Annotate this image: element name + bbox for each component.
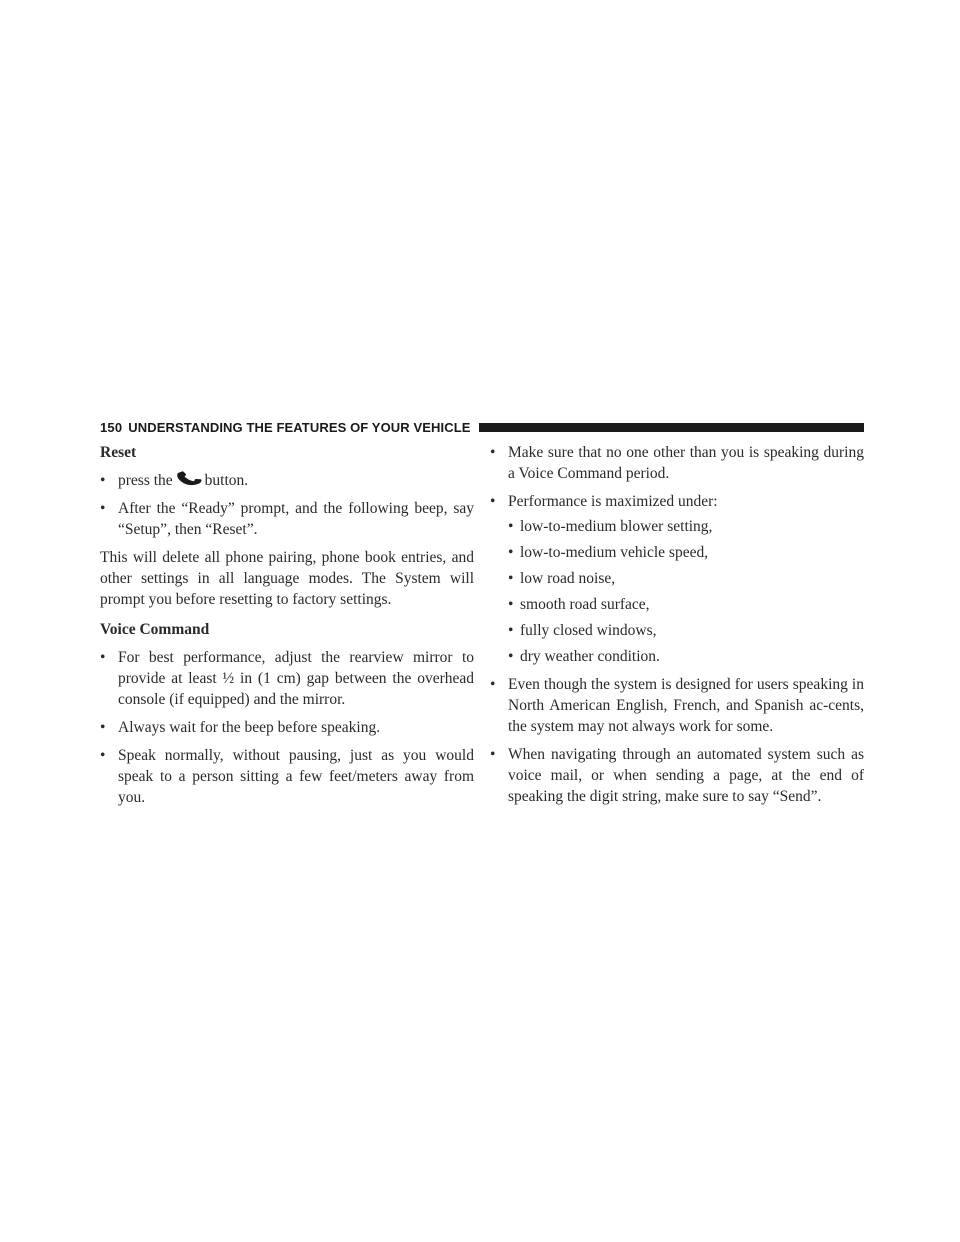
section-title: UNDERSTANDING THE FEATURES OF YOUR VEHICLE xyxy=(128,419,471,435)
bullet-dot: • xyxy=(490,676,496,693)
right-bullet-3-text: Even though the system is designed for users speaking in North American English, French, and Spanish ac-cents, the system may not always work for some. xyxy=(508,676,864,735)
voice-command-heading: Voice Command xyxy=(100,621,210,638)
bullet-dot: • xyxy=(490,444,496,461)
page-header xyxy=(100,418,864,436)
reset-bullet-1-after: button. xyxy=(204,472,249,489)
sub-bullet-text: low-to-medium vehicle speed, xyxy=(520,544,709,561)
voice-bullet-3-text: Speak normally, without pausing, just as you would speak to a person sitting a few feet/meters away from you. xyxy=(118,747,474,806)
sub-bullet-dot: • xyxy=(508,570,514,587)
sub-bullet xyxy=(490,620,864,641)
reset-bullet-2-text: After the “Ready” prompt, and the following beep, say “Setup”, then “Reset”. xyxy=(118,500,474,538)
sub-bullet-dot: • xyxy=(508,518,514,535)
reset-heading: Reset xyxy=(100,444,137,461)
reset-bullet-1 xyxy=(100,470,474,491)
sub-bullet-text: low road noise, xyxy=(520,570,616,587)
reset-bullet-1-before: press the xyxy=(118,472,173,489)
voice-bullet-1-text: For best performance, adjust the rearview mirror to provide at least ½ in (1 cm) gap between the overhead console (if equipped) and the mirror. xyxy=(118,649,474,708)
sub-bullet-text: fully closed windows, xyxy=(520,622,657,639)
right-bullet-4-text: When navigating through an automated system such as voice mail, or when sending a page, at the end of speaking the digit string, make sure to say “Send”. xyxy=(508,746,864,805)
left-column xyxy=(100,442,474,815)
voice-bullet-1 xyxy=(100,647,474,710)
sub-bullet xyxy=(490,568,864,589)
right-bullet-2-text: Performance is maximized under: xyxy=(508,493,718,510)
sub-bullet xyxy=(490,594,864,615)
bullet-dot: • xyxy=(100,500,106,517)
right-bullet-4 xyxy=(490,744,864,807)
sub-bullet-dot: • xyxy=(508,596,514,613)
bullet-dot: • xyxy=(490,746,496,763)
voice-bullet-3 xyxy=(100,745,474,808)
sub-bullet-text: smooth road surface, xyxy=(520,596,650,613)
bullet-dot: • xyxy=(100,719,106,736)
sub-bullet xyxy=(490,516,864,537)
page-number: 150 xyxy=(100,419,123,435)
bullet-dot: • xyxy=(100,747,106,764)
phone-icon xyxy=(175,471,203,487)
right-bullet-3 xyxy=(490,674,864,737)
right-bullet-1-text: Make sure that no one other than you is speaking during a Voice Command period. xyxy=(508,444,864,482)
bullet-dot: • xyxy=(100,472,106,489)
sub-bullet-dot: • xyxy=(508,622,514,639)
sub-bullet-text: dry weather condition. xyxy=(520,648,660,665)
sub-bullet-dot: • xyxy=(508,648,514,665)
voice-bullet-2 xyxy=(100,717,474,738)
sub-bullet-text: low-to-medium blower setting, xyxy=(520,518,713,535)
bullet-dot: • xyxy=(100,649,106,666)
sub-bullet xyxy=(490,646,864,667)
bullet-dot: • xyxy=(490,493,496,510)
sub-bullet xyxy=(490,542,864,563)
header-rule xyxy=(479,423,864,432)
reset-paragraph: This will delete all phone pairing, phone book entries, and other settings in all language modes. The System will prompt you before resetting to factory settings. xyxy=(100,549,474,608)
reset-bullet-2 xyxy=(100,498,474,540)
right-column xyxy=(490,442,864,814)
voice-bullet-2-text: Always wait for the beep before speaking. xyxy=(118,719,381,736)
sub-bullet-dot: • xyxy=(508,544,514,561)
right-bullet-2 xyxy=(490,491,864,512)
right-bullet-1 xyxy=(490,442,864,484)
